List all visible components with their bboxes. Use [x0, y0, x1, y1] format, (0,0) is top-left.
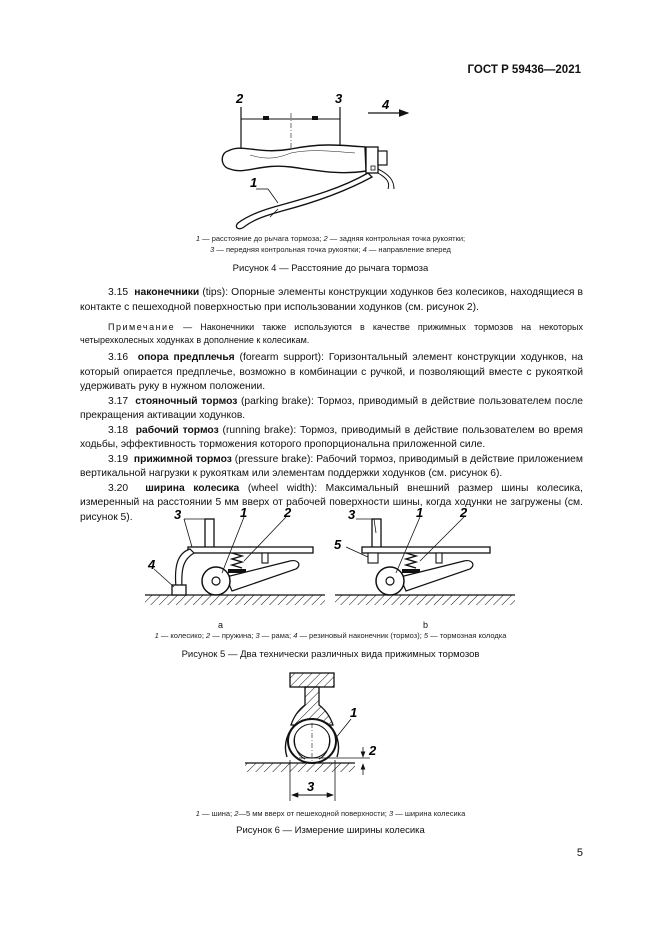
fig6-label-2: 2	[369, 743, 377, 758]
figure-4-title: Рисунок 4 — Расстояние до рычага тормоза	[232, 263, 429, 274]
section-3-15: 3.15 наконечники (tips): Опорные элементы конструкции ходунков без колесиков, находящиеся в контакте с пешеходной поверхностью при использовании ходунков (см. рисунок 2).	[80, 287, 583, 313]
section-3-16: 3.16 опора предплечья (forearm support): Горизонтальный элемент конструкции ходунков, на который опирается предплечье, возможно в комбинации с ручкой, и позволяющий вместе с рукояткой удерживать руку в нужном положении.	[80, 352, 583, 392]
fig5b-label-2: 2	[460, 505, 468, 520]
figure-4-legend: 1 — расстояние до рычага тормоза; 2 — задняя контрольная точка рукоятки; 3 — передняя контрольная точка рукоятки; 4 — направление вперед	[195, 234, 466, 254]
fig5a-label-3: 3	[174, 507, 182, 522]
figure-6-drawing	[235, 665, 395, 805]
section-3-19: 3.19 прижимной тормоз (pressure brake): Рабочий тормоз, приводимый в действие приложением вертикальной нагрузки к рукояткам или элементам поддержки ходунков (см. рисунок 6).	[80, 453, 583, 479]
note-3-15: Примечание — Наконечники также используются в качестве прижимных тормозов на некоторых четырехколесных ходунках в дополнение к колесикам.	[80, 322, 583, 345]
figure-6-title: Рисунок 6 — Измерение ширины колесика	[236, 825, 425, 836]
figure-5-title: Рисунок 5 — Два технически различных вида прижимных тормозов	[181, 649, 480, 660]
section-3-17: 3.17 стояночный тормоз (parking brake): Тормоз, приводимый в действие пользователем после прекращения активации ходунков.	[80, 395, 583, 421]
fig6-label-1: 1	[350, 705, 358, 720]
body-text	[80, 286, 583, 525]
fig4-label-4: 4	[382, 97, 390, 112]
figure-4-drawing	[150, 85, 450, 235]
fig5a-label-1: 1	[240, 505, 248, 520]
fig4-label-3: 3	[335, 91, 343, 106]
fig5b-label-5: 5	[334, 537, 342, 552]
figure-5a-sublabel: а	[218, 620, 224, 630]
fig5b-label-3: 3	[348, 507, 356, 522]
fig6-label-3: 3	[307, 779, 315, 794]
fig4-label-1: 1	[250, 175, 258, 190]
section-3-20: 3.20 ширина колесика (wheel width): Максимальный внешний размер шины колесика, измеренный на расстоянии 5 мм вверх от рабочей поверхности шины, когда ходунки не загружены (см. рисунок 5).	[80, 482, 583, 523]
document-header: ГОСТ Р 59436—2021	[467, 64, 581, 76]
fig5b-label-1: 1	[416, 505, 424, 520]
figure-5-legend: 1 — колесико; 2 — пружина; 3 — рама; 4 — резиновый наконечник (тормоз); 5 — тормозная колодка	[154, 631, 507, 640]
figure-5b-sublabel: b	[423, 620, 429, 630]
section-3-18: 3.18 рабочий тормоз (running brake): Тормоз, приводимый в действие пользователем во время ходьбы, эффективность торможения которого пропорциональна приложенной силе.	[80, 424, 583, 450]
fig4-label-2: 2	[236, 91, 244, 106]
figure-6-legend: 1 — шина; 2—5 мм вверх от пешеходной поверхности; 3 — ширина колесика	[195, 809, 466, 818]
figure-5b-drawing	[330, 505, 520, 620]
page-number: 5	[576, 847, 583, 859]
figure-5a-drawing	[140, 505, 330, 620]
fig5a-label-2: 2	[284, 505, 292, 520]
fig5a-label-4: 4	[148, 557, 156, 572]
